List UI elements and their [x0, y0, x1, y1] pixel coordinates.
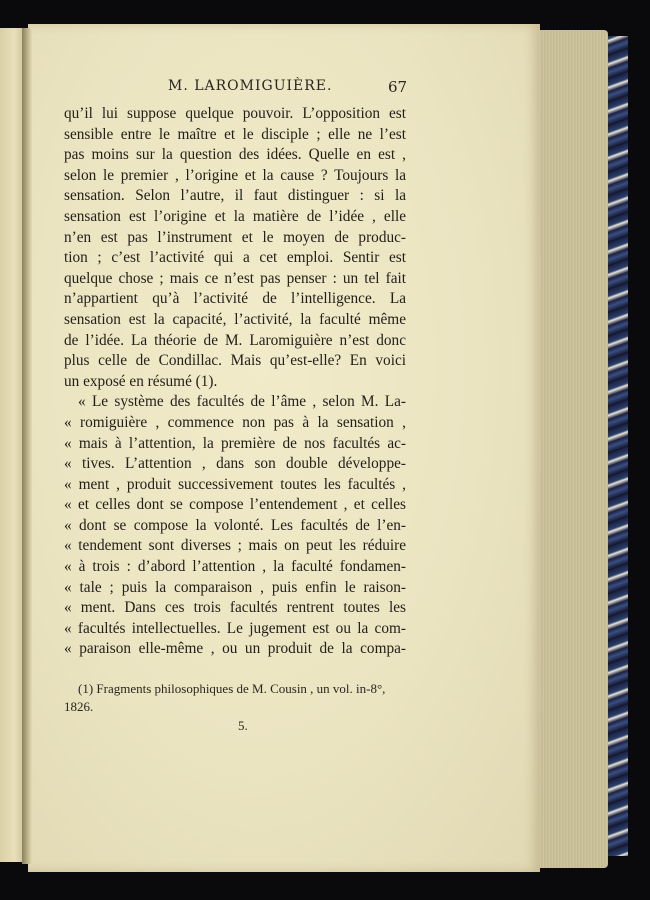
text-line: « romiguière , commence non pas à la sensation , — [64, 413, 406, 431]
book-gutter — [22, 28, 32, 864]
text-line: « tendement sont diverses ; mais on peut les réduire — [64, 537, 406, 555]
text-line: « tives. L’attention , dans son double développe- — [64, 455, 406, 473]
text-line: plus celle de Condillac. Mais qu’est-elle? En voici — [64, 352, 406, 370]
text-line: n’appartient qu’à l’activité de l’intelligence. La — [64, 290, 406, 308]
body-text — [64, 104, 406, 660]
page-number: 67 — [388, 78, 408, 96]
text-line: qu’il lui suppose quelque pouvoir. L’opposition est — [64, 105, 406, 122]
text-line: tion ; c’est l’activité qui a cet emploi. Sentir est — [64, 249, 406, 267]
footnote-line: (1) Fragments philosophiques de M. Cousin , un vol. in-8°, — [78, 681, 386, 696]
text-line: « à trois : d’abord l’attention , la faculté fondamen- — [64, 558, 406, 576]
text-line: pas moins sur la question des idées. Quelle en est , — [64, 146, 406, 164]
text-line: un exposé en résumé (1). — [64, 372, 218, 390]
text-line: sensation est la capacité, l’activité, la faculté même — [64, 310, 406, 328]
text-line: sensible entre le maître et le disciple ; elle ne l’est — [64, 125, 406, 143]
text-line: de l’idée. La théorie de M. Laromiguière n’est donc — [64, 331, 406, 349]
text-line: « mais à l’attention, la première de nos facultés ac- — [64, 434, 406, 452]
text-line: « paraison elle-même , ou un produit de la compa- — [64, 640, 406, 658]
text-line: selon le premier , l’origine et la cause ? Toujours la — [64, 166, 406, 184]
left-page-edge — [0, 28, 24, 862]
text-line: sensation. Selon l’autre, il faut distinguer : si la — [64, 187, 406, 205]
text-line: « tale ; puis la comparaison , puis enfin le raison- — [64, 578, 406, 596]
text-line: n’en est pas l’instrument et le moyen de produc- — [64, 228, 406, 246]
text-line: sensation est l’origine et la matière de l’idée , elle — [64, 207, 406, 225]
signature-mark: 5. — [238, 718, 248, 733]
text-line: quelque chose ; mais ce n’est pas penser : un tel fait — [64, 269, 406, 287]
text-line: « ment , produit successivement toutes les facultés , — [64, 475, 406, 493]
text-line: « facultés intellectuelles. Le jugement est ou la com- — [64, 619, 406, 637]
text-line: « ment. Dans ces trois facultés rentrent toutes les — [64, 599, 406, 617]
text-line: « dont se compose la volonté. Les facultés de l’en- — [64, 516, 406, 534]
text-line: « Le système des facultés de l’âme , selon M. La- — [78, 393, 406, 411]
running-title: M. LAROMIGUIÈRE. — [168, 78, 333, 94]
text-line: « et celles dont se compose l’entendement , et celles — [64, 496, 406, 514]
footnote-line: 1826. — [64, 699, 94, 714]
footnote — [64, 680, 406, 716]
